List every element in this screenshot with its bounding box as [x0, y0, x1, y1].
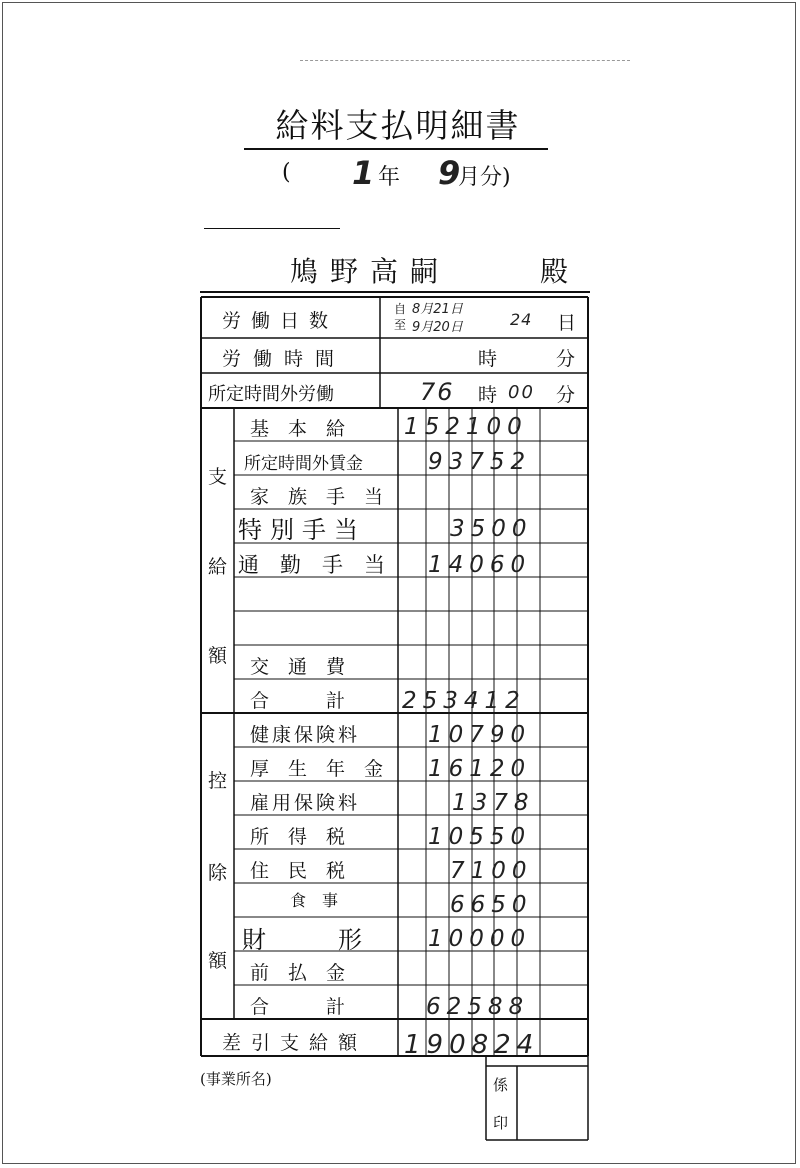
overtime-minute-unit: 分 [556, 384, 576, 406]
payment-label-family: 家 族 手 当 [250, 486, 384, 508]
deduction-value-income-tax: 10550 [428, 824, 532, 850]
work-days-label: 労働日数 [222, 310, 339, 332]
period-year-value: 1 [352, 154, 375, 192]
deduction-value-pension: 16120 [428, 756, 532, 782]
net-pay-label: 差引支給額 [222, 1032, 368, 1054]
deduction-label-pension: 厚 生 年 金 [250, 758, 384, 780]
recipient-honorific: 殿 [540, 255, 569, 288]
deduction-label-total: 合 計 [250, 996, 346, 1018]
deductions-section-char-2: 除 [208, 862, 228, 884]
payment-label-overtime: 所定時間外賃金 [244, 454, 363, 474]
period-from-date: 8月21日 [412, 302, 463, 317]
deduction-label-savings: 財 形 [242, 926, 362, 954]
deduction-value-total: 62588 [426, 994, 530, 1020]
deduction-label-advance: 前 払 金 [250, 962, 346, 984]
recipient-name: 鳩野高嗣 [290, 255, 451, 288]
work-days-unit: 日 [557, 312, 577, 334]
stamp-label-2: 印 [493, 1114, 509, 1132]
payments-section-char-1: 支 [208, 466, 228, 488]
net-pay-value: 190824 [404, 1030, 540, 1060]
payment-label-commute: 通 勤 手 当 [238, 553, 385, 577]
stamp-label-1: 係 [493, 1076, 509, 1094]
deduction-value-savings: 10000 [428, 926, 532, 952]
deduction-value-resident-tax: 7100 [450, 858, 533, 884]
payment-label-basic: 基 本 給 [250, 418, 346, 440]
payment-label-total: 合 計 [250, 690, 346, 712]
period-to-mark: 至 [394, 318, 407, 332]
overtime-hour-unit: 時 [478, 384, 498, 406]
deduction-value-employment: 1378 [452, 790, 535, 816]
payments-section-char-3: 額 [208, 645, 228, 667]
deduction-label-income-tax: 所 得 税 [250, 826, 346, 848]
payment-label-special: 特別手当 [238, 516, 366, 544]
deduction-label-meal: 食 事 [290, 891, 339, 910]
period-paren-open: ( [282, 160, 291, 185]
period-from-mark: 自 [394, 302, 407, 316]
deduction-value-health: 10790 [428, 722, 532, 748]
work-hours-label: 労働時間 [222, 348, 347, 370]
deduction-label-health: 健康保険料 [250, 724, 361, 746]
deduction-label-employment: 雇用保険料 [250, 792, 361, 814]
deductions-section-char-1: 控 [208, 770, 228, 792]
deduction-value-meal: 6650 [450, 892, 533, 918]
payment-value-total: 253412 [402, 688, 526, 714]
payment-value-special: 3500 [450, 516, 533, 542]
payment-value-overtime: 93752 [428, 449, 532, 475]
period-year-unit: 年 [378, 165, 401, 190]
overtime-hours-value: 76 [420, 378, 455, 406]
work-hours-minute-unit: 分 [556, 348, 576, 370]
overtime-label: 所定時間外労働 [208, 384, 334, 405]
period-month-value: 9 [438, 154, 461, 192]
payment-label-transport: 交 通 費 [250, 656, 346, 678]
payment-value-commute: 14060 [428, 552, 532, 578]
period-month-unit: 月分) [458, 165, 511, 190]
deductions-section-char-3: 額 [208, 950, 228, 972]
work-hours-hour-unit: 時 [478, 348, 498, 370]
deduction-label-resident-tax: 住 民 税 [250, 860, 346, 882]
work-days-value: 24 [510, 310, 533, 329]
payment-value-basic: 152100 [404, 414, 528, 440]
office-name-label: (事業所名) [200, 1070, 272, 1088]
overtime-minutes-value: 00 [508, 382, 535, 403]
period-to-date: 9月20日 [412, 320, 463, 335]
document-title: 給料支払明細書 [275, 106, 521, 145]
payments-section-char-2: 給 [208, 556, 228, 578]
